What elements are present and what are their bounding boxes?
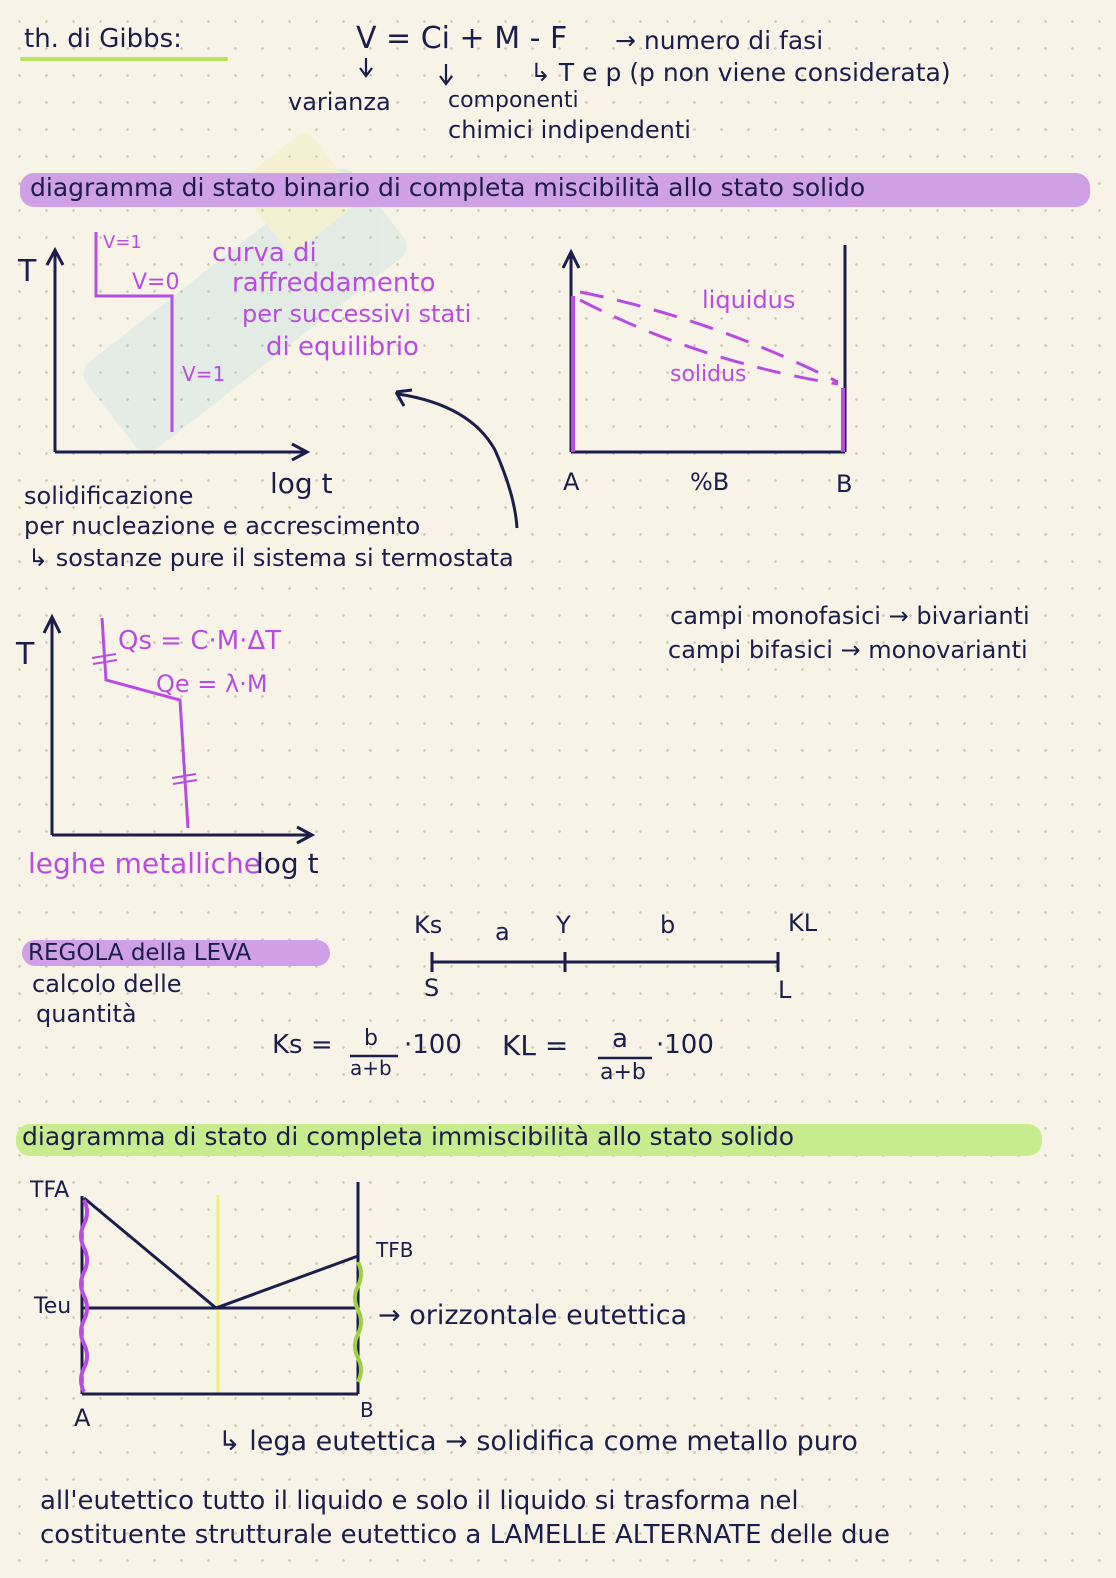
lever-l: L bbox=[778, 976, 792, 1004]
lever-ks: Ks bbox=[414, 911, 443, 939]
lever-f1-num: b bbox=[364, 1026, 378, 1051]
fields-line-1: campi monofasici → bivarianti bbox=[670, 602, 1030, 630]
lever-f1-lhs: Ks = bbox=[272, 1030, 333, 1060]
cooling-caption-3: per successivi stati bbox=[242, 300, 472, 328]
gibbs-arrow-label: → numero di fasi bbox=[615, 26, 824, 55]
lever-f2-lhs: KL = bbox=[502, 1029, 569, 1062]
eutectic-label-b: B bbox=[360, 1398, 374, 1422]
final-line-2: costituente strutturale eutettico a LAMELLE ALTERNATE delle due bbox=[40, 1520, 891, 1550]
phase-label-pb: %B bbox=[690, 468, 730, 496]
alloy-qs: Qs = C·M·ΔT bbox=[118, 626, 282, 656]
cooling-axis-t: T bbox=[18, 254, 37, 289]
alloy-axis-x: log t bbox=[256, 847, 319, 880]
gibbs-formula: V = Ci + M - F bbox=[356, 21, 568, 56]
gibbs-componenti: componenti bbox=[448, 88, 579, 113]
gibbs-note-tp: ↳ T e p (p non viene considerata) bbox=[530, 58, 951, 87]
eutectic-tfb: TFB bbox=[376, 1238, 414, 1262]
cooling-caption-1: curva di bbox=[212, 238, 317, 268]
phase-solidus-label: solidus bbox=[670, 362, 747, 387]
cooling-v0: V=0 bbox=[132, 270, 180, 295]
section2-heading: diagramma di stato di completa immiscibilità allo stato solido bbox=[22, 1122, 795, 1151]
phase-liquidus-label: liquidus bbox=[702, 286, 796, 314]
lever-b: b bbox=[660, 911, 676, 939]
lever-sub-2: quantità bbox=[36, 1000, 137, 1028]
eutectic-horizontal-label: → orizzontale eutettica bbox=[378, 1300, 688, 1331]
phase-label-a: A bbox=[563, 468, 580, 496]
cooling-caption-4: di equilibrio bbox=[266, 332, 419, 362]
lever-kl: KL bbox=[788, 909, 818, 937]
solidification-line-2: per nucleazione e accrescimento bbox=[24, 512, 421, 540]
alloy-axis-t: T bbox=[16, 637, 35, 672]
eutectic-liquidus-v bbox=[84, 1198, 358, 1308]
lever-title: REGOLA della LEVA bbox=[28, 940, 252, 966]
eutectic-teu: Teu bbox=[34, 1294, 72, 1319]
cooling-v1-bottom: V=1 bbox=[182, 362, 226, 386]
cooling-axis-x: log t bbox=[270, 467, 333, 500]
lever-s: S bbox=[424, 974, 440, 1002]
eutectic-label-a: A bbox=[74, 1404, 91, 1432]
cooling-caption-2: raffreddamento bbox=[232, 268, 436, 298]
solidification-line-1: solidificazione bbox=[24, 482, 194, 510]
eutectic-alloy-note: ↳ lega eutettica → solidifica come metallo puro bbox=[218, 1426, 858, 1457]
solidification-line-3: ↳ sostanze pure il sistema si termostata bbox=[28, 544, 514, 572]
lever-f2-den: a+b bbox=[600, 1060, 646, 1085]
phase-label-b: B bbox=[836, 470, 853, 498]
cooling-v1-top: V=1 bbox=[103, 232, 142, 253]
lever-sub-1: calcolo delle bbox=[32, 970, 182, 998]
section1-heading: diagramma di stato binario di completa miscibilità allo stato solido bbox=[30, 173, 866, 202]
eutectic-axes bbox=[82, 1182, 358, 1394]
lever-f1-den: a+b bbox=[350, 1056, 392, 1080]
lever-f2-num: a bbox=[612, 1024, 628, 1054]
lever-y: Y bbox=[556, 911, 571, 939]
alloy-caption: leghe metalliche bbox=[28, 847, 261, 880]
eutectic-tfa: TFA bbox=[30, 1178, 70, 1203]
alloy-ql: Qe = λ·M bbox=[156, 670, 268, 698]
gibbs-title: th. di Gibbs: bbox=[24, 24, 182, 54]
lever-a: a bbox=[495, 918, 510, 946]
fields-line-2: campi bifasici → monovarianti bbox=[668, 636, 1028, 664]
gibbs-varianza: varianza bbox=[288, 88, 391, 116]
gibbs-chimici: chimici indipendenti bbox=[448, 116, 691, 144]
final-line-1: all'eutettico tutto il liquido e solo il liquido si trasforma nel bbox=[40, 1486, 799, 1516]
lever-f2-tail: ·100 bbox=[656, 1030, 714, 1060]
lever-f1-tail: ·100 bbox=[404, 1030, 462, 1060]
